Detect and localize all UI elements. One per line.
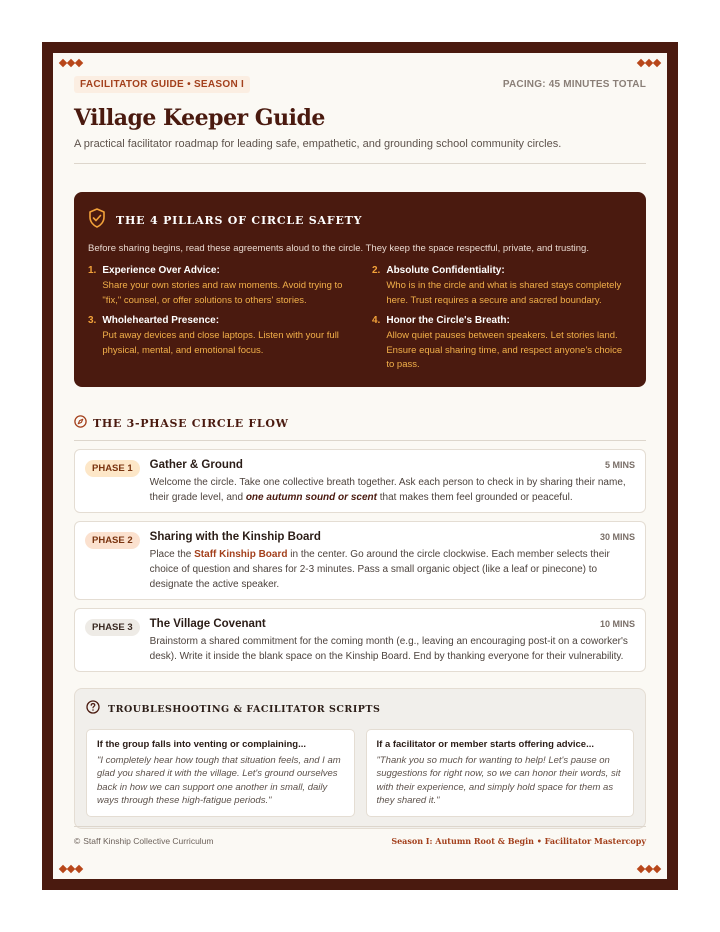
guide-kicker: FACILITATOR GUIDE • SEASON I bbox=[74, 76, 250, 93]
pillar-number: 2. bbox=[372, 265, 381, 276]
phase-badge: PHASE 3 bbox=[85, 619, 140, 636]
troubleshooting-header bbox=[86, 700, 634, 719]
phase-card bbox=[74, 449, 646, 513]
copyright-icon: © bbox=[74, 836, 81, 846]
pillar-number: 3. bbox=[88, 315, 97, 326]
pillars-panel bbox=[74, 192, 646, 387]
pillar-item bbox=[88, 315, 348, 373]
pillars-header bbox=[88, 208, 632, 233]
page bbox=[53, 53, 667, 879]
highlight-text: Staff Kinship Board bbox=[194, 548, 288, 560]
emphasis-text: one autumn sound or scent bbox=[245, 491, 377, 503]
corner-ornament bbox=[60, 866, 82, 872]
pillar-title: Absolute Confidentiality: bbox=[386, 265, 505, 276]
troubleshooting-title: TROUBLESHOOTING & FACILITATOR SCRIPTS bbox=[108, 703, 381, 715]
script-scenario: If a facilitator or member starts offering advice... bbox=[376, 738, 595, 750]
footer-edition: Season I: Autumn Root & Begin • Facilitator Mastercopy bbox=[391, 836, 646, 846]
corner-ornament bbox=[638, 60, 660, 66]
script-list bbox=[86, 729, 634, 817]
script-text: "Thank you so much for wanting to help! Let's pause on suggestions for right now, so we can honor their words, sit with their experience, and simply hold space for them as they shared it." bbox=[376, 754, 621, 806]
pacing-label: PACING: 45 MINUTES TOTAL bbox=[502, 79, 646, 90]
pillars-intro: Before sharing begins, read these agreements aloud to the circle. They keep the space respectful, private, and trusting. bbox=[88, 243, 589, 254]
flow-header bbox=[74, 415, 646, 433]
script-scenario: If the group falls into venting or complaining... bbox=[97, 738, 306, 750]
pillar-title: Experience Over Advice: bbox=[102, 265, 220, 276]
script-card bbox=[86, 729, 355, 817]
divider bbox=[74, 826, 646, 827]
phase-duration: 10 MINS bbox=[599, 618, 635, 629]
footer bbox=[74, 836, 646, 846]
phase-description: Welcome the circle. Take one collective breath together. Ask each person to check in by sharing their name, their grade level, and one autumn sound or scent that makes them feel grounded or peaceful. bbox=[149, 476, 626, 503]
page-subtitle: A practical facilitator roadmap for leading safe, empathetic, and grounding school community circles. bbox=[74, 138, 562, 150]
phase-card bbox=[74, 521, 646, 600]
corner-ornament bbox=[638, 866, 660, 872]
pillar-title: Honor the Circle's Breath: bbox=[386, 315, 510, 326]
phase-duration: 30 MINS bbox=[599, 531, 635, 542]
phase-description: Brainstorm a shared commitment for the coming month (e.g., leaving an encouraging post-it on a coworker's desk). Write it inside the blank space on the Kinship Board. End by thanking everyone for their vulnerability. bbox=[149, 635, 628, 662]
footer-credit-text: Staff Kinship Collective Curriculum bbox=[83, 836, 214, 846]
pillar-description: Allow quiet pauses between speakers. Let stories land. Ensure equal sharing time, and respect anyone's choice to pass. bbox=[386, 330, 623, 370]
phase-description: Place the Staff Kinship Board in the center. Go around the circle clockwise. Each member selects their choice of question and shares for 2-3 minutes. Pass a small organic object (like a leaf or pinecone) to designate the active speaker. bbox=[149, 548, 610, 590]
phase-badge: PHASE 2 bbox=[85, 532, 140, 549]
corner-ornament bbox=[60, 60, 82, 66]
pillar-title: Wholehearted Presence: bbox=[102, 315, 220, 326]
page-title: Village Keeper Guide bbox=[74, 105, 325, 131]
pillar-item bbox=[88, 265, 348, 308]
pillar-description: Share your own stories and raw moments. Avoid trying to "fix," counsel, or offer solutions to others' stories. bbox=[102, 280, 343, 306]
script-text: "I completely hear how tough that situation feels, and I am glad you shared it with the village. Let's ground ourselves back in how we can support one another in small, daily ways through these high-fatigue periods." bbox=[97, 754, 341, 806]
compass-icon bbox=[74, 415, 87, 433]
troubleshooting-panel bbox=[74, 688, 646, 829]
phase-badge: PHASE 1 bbox=[85, 460, 140, 477]
phase-name: The Village Covenant bbox=[149, 617, 266, 630]
shield-check-icon bbox=[88, 208, 106, 233]
pillar-item bbox=[372, 265, 632, 308]
pillar-number: 4. bbox=[372, 315, 381, 326]
pillar-number: 1. bbox=[88, 265, 97, 276]
phase-name: Gather & Ground bbox=[149, 458, 243, 471]
flow-title: THE 3-PHASE CIRCLE FLOW bbox=[93, 417, 289, 430]
phase-duration: 5 MINS bbox=[604, 459, 635, 470]
phase-card bbox=[74, 608, 646, 672]
pillars-title: THE 4 PILLARS OF CIRCLE SAFETY bbox=[116, 214, 363, 227]
script-card bbox=[366, 729, 635, 817]
question-circle-icon bbox=[86, 700, 100, 719]
pillars-list bbox=[88, 265, 632, 373]
header-meta bbox=[74, 53, 646, 93]
pillar-item bbox=[372, 315, 632, 373]
page-frame bbox=[42, 42, 678, 890]
footer-credit bbox=[74, 836, 214, 846]
pillar-description: Put away devices and close laptops. Listen with your full physical, mental, and emotional focus. bbox=[102, 330, 339, 356]
phase-name: Sharing with the Kinship Board bbox=[149, 530, 321, 543]
divider bbox=[74, 163, 646, 164]
divider bbox=[74, 440, 646, 441]
pillar-description: Who is in the circle and what is shared stays completely here. Trust requires a secure and sacred boundary. bbox=[386, 280, 622, 306]
